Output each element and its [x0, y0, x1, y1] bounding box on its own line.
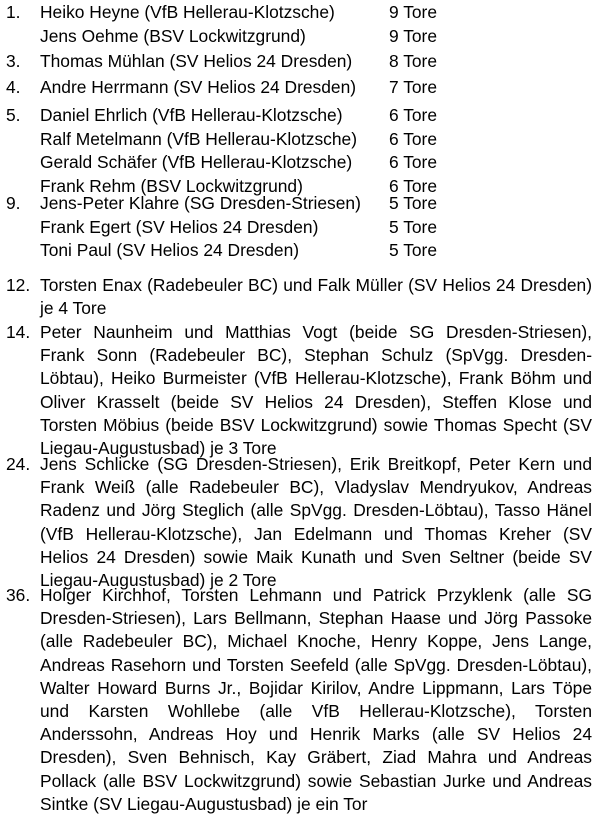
- rank-number: 4.: [6, 77, 21, 97]
- player-name: Jens Oehme (BSV Lockwitzgrund): [40, 25, 306, 46]
- rank-number: 24.: [6, 454, 31, 474]
- scorer-paragraph: [0, 321, 600, 460]
- ranking-row: [0, 104, 600, 128]
- goal-count: 6 Tore: [389, 152, 438, 172]
- ranking-row: [0, 25, 600, 49]
- ranking-row: [0, 151, 600, 175]
- scorer-paragraph: [0, 584, 600, 816]
- goal-count: 8 Tore: [389, 51, 438, 71]
- goal-count: 9 Tore: [389, 25, 438, 46]
- ranking-row: [0, 50, 600, 74]
- player-name: Frank Egert (SV Helios 24 Dresden): [40, 216, 319, 237]
- goal-count: 5 Tore: [389, 216, 438, 237]
- rank-group: [0, 50, 600, 74]
- scorer-paragraph: [0, 453, 600, 592]
- goal-count: 7 Tore: [389, 77, 438, 97]
- rank-number: 12.: [6, 275, 31, 295]
- rank-group: [0, 1, 600, 48]
- scorer-text: Torsten Enax (Radebeuler BC) und Falk Müller (SV Helios 24 Dresden) je 4 Tore: [40, 275, 592, 319]
- player-name: Thomas Mühlan (SV Helios 24 Dresden): [40, 51, 353, 71]
- rank-group: [0, 104, 600, 198]
- ranking-row: [0, 76, 600, 100]
- ranking-row: [0, 192, 600, 216]
- rank-group: [0, 76, 600, 100]
- player-name: Frank Rehm (BSV Lockwitzgrund): [40, 175, 303, 196]
- rank-number: 36.: [6, 585, 31, 605]
- ranking-row: [0, 128, 600, 152]
- player-name: Ralf Metelmann (VfB Hellerau-Klotzsche): [40, 128, 358, 149]
- player-name: Daniel Ehrlich (VfB Hellerau-Klotzsche): [40, 105, 343, 125]
- rank-group: [0, 192, 600, 263]
- ranking-row: [0, 239, 600, 263]
- goal-count: 6 Tore: [389, 128, 438, 149]
- scorer-text: Jens Schlicke (SG Dresden-Striesen), Erik Breitkopf, Peter Kern und Frank Weiß (alle Radebeuler BC), Vladyslav Mendryukov, Andreas Radenz und Jörg Steglich (alle SpVgg. Dresden-Löbtau), Tasso Hänel (VfB Hellerau-Klotzsche), Jan Edelmann und Thomas Kreher (SV Helios 24 Dresden) sowie Maik Kunath und Sven Seltner (beide SV Liegau-Augustusbad) je 2 Tore: [40, 454, 592, 591]
- player-name: Andre Herrmann (SV Helios 24 Dresden): [40, 77, 357, 97]
- ranking-row: [0, 216, 600, 240]
- rank-number: 14.: [6, 322, 31, 342]
- goal-count: 6 Tore: [389, 175, 438, 196]
- player-name: Heiko Heyne (VfB Hellerau-Klotzsche): [40, 2, 335, 22]
- player-name: Jens-Peter Klahre (SG Dresden-Striesen): [40, 193, 361, 213]
- ranking-row: [0, 1, 600, 25]
- goal-count: 6 Tore: [389, 105, 438, 125]
- rank-number: 1.: [6, 2, 21, 22]
- goal-count: 9 Tore: [389, 2, 438, 22]
- rank-number: 5.: [6, 105, 21, 125]
- rank-number: 3.: [6, 51, 21, 71]
- rank-number: 9.: [6, 193, 21, 213]
- goal-count: 5 Tore: [389, 193, 438, 213]
- goal-count: 5 Tore: [389, 240, 438, 260]
- player-name: Gerald Schäfer (VfB Hellerau-Klotzsche): [40, 152, 353, 172]
- scorer-paragraph: [0, 274, 600, 320]
- player-name: Toni Paul (SV Helios 24 Dresden): [40, 240, 300, 260]
- scorer-text: Holger Kirchhof, Torsten Lehmann und Patrick Przyklenk (alle SG Dresden-Striesen), Lars Bellmann, Stephan Haase und Jörg Passoke (alle Radebeuler BC), Michael Knoche, Henry Koppe, Jens Lange, Andreas Rasehorn und Torsten Seefeld (alle SpVgg. Dresden-Löbtau), Walter Howard Burns Jr., Bojidar Kirilov, Andre Lippmann, Lars Töpe und Karsten Wohllebe (alle VfB Hellerau-Klotzsche), Torsten Anderssohn, Andreas Hoy und Henrik Marks (alle SV Helios 24 Dresden), Sven Behnisch, Kay Gräbert, Ziad Mahra und Andreas Pollack (alle BSV Lockwitzgrund) sowie Sebastian Jurke und Andreas Sintke (SV Liegau-Augustusbad) je ein Tor: [40, 585, 592, 814]
- scorer-text: Peter Naunheim und Matthias Vogt (beide SG Dresden-Striesen), Frank Sonn (Radebeuler BC), Stephan Schulz (SpVgg. Dresden-Löbtau), Heiko Burmeister (VfB Hellerau-Klotzsche), Frank Böhm und Oliver Krasselt (beide SV Helios 24 Dresden), Steffen Klose und Torsten Möbius (beide BSV Lockwitzgrund) sowie Thomas Specht (SV Liegau-Augustusbad) je 3 Tore: [40, 322, 592, 459]
